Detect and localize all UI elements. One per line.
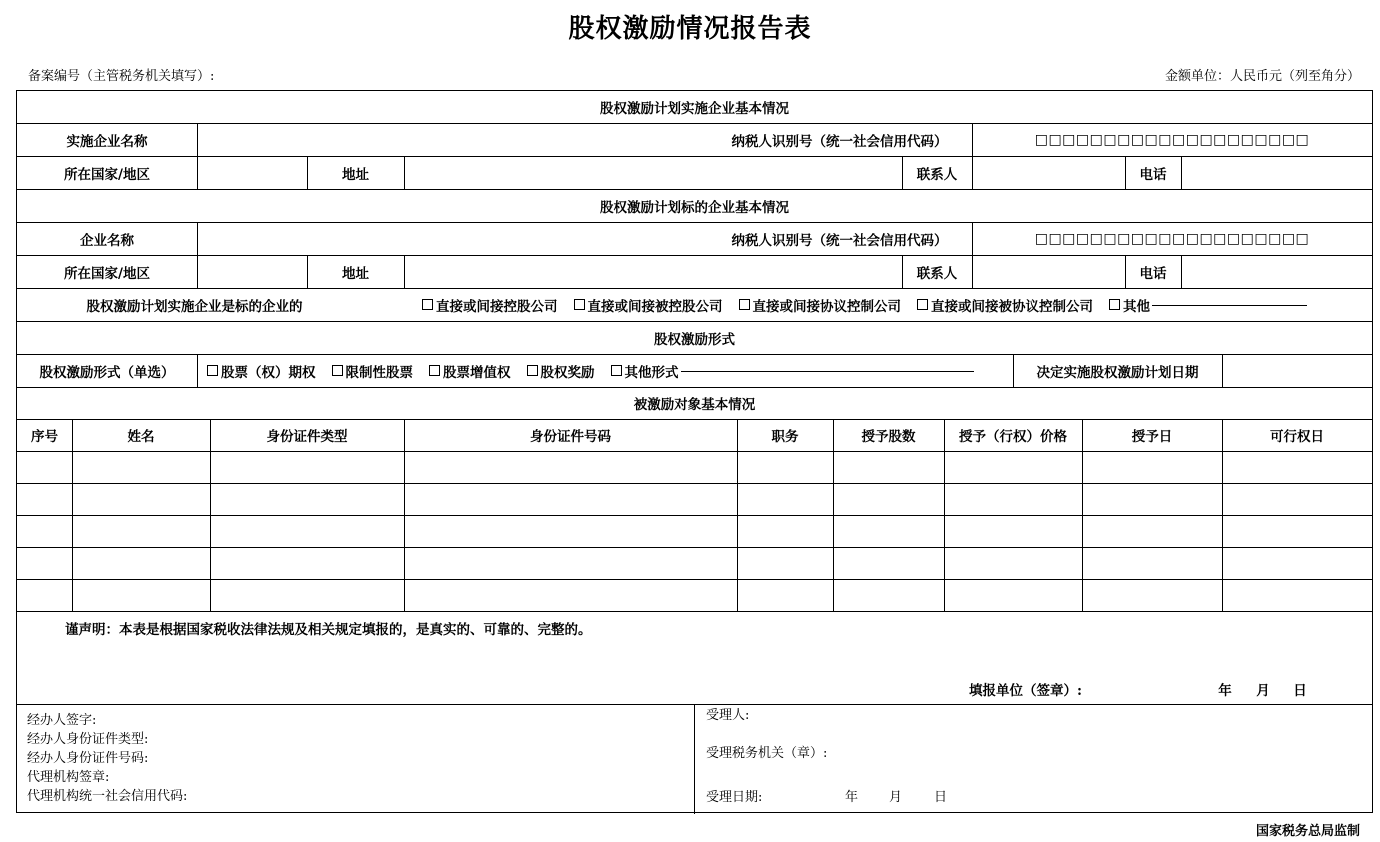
- form-option-label: 股权奖励: [540, 364, 595, 381]
- agency-credit-code-label: 代理机构统一社会信用代码:: [27, 789, 188, 804]
- implementing-phone-label: 电话: [1139, 166, 1167, 183]
- relation-options: [422, 288, 1372, 321]
- agent-info-block: [27, 711, 187, 806]
- implementing-phone-field[interactable]: [1181, 156, 1372, 189]
- relation-option[interactable]: [917, 295, 1093, 315]
- target-contact-field[interactable]: [972, 255, 1125, 288]
- agent-id-type-label: 经办人身份证件类型:: [27, 732, 149, 747]
- section-header-target-company: 股权激励计划标的企业基本情况: [600, 199, 789, 216]
- form-option[interactable]: [429, 361, 511, 381]
- declaration-year: 年: [1218, 683, 1232, 699]
- agency-seal-label: 代理机构签章:: [27, 770, 110, 785]
- checkbox-icon: [1109, 299, 1120, 310]
- implementing-contact-label: 联系人: [916, 166, 958, 183]
- form-option-label: 股票（权）期权: [221, 364, 316, 381]
- incentive-form-label: 股权激励形式（单选）: [39, 364, 175, 381]
- implementing-address-field[interactable]: [404, 156, 902, 189]
- agent-id-number-label: 经办人身份证件号码:: [27, 751, 149, 766]
- record-number-label: 备案编号（主管税务机关填写）:: [28, 69, 215, 84]
- form-option-other[interactable]: [611, 361, 974, 381]
- table-row[interactable]: [17, 483, 1372, 515]
- target-country-label: 所在国家/地区: [64, 265, 150, 282]
- filing-unit-seal-label: 填报单位（签章）:: [969, 683, 1082, 699]
- section-header-incentive-form: 股权激励形式: [654, 331, 735, 348]
- relation-option-label: 其他: [1123, 298, 1150, 315]
- checkbox-icon: [917, 299, 928, 310]
- table-row[interactable]: [17, 451, 1372, 483]
- other-form-fill-line[interactable]: [681, 370, 974, 372]
- target-country-field[interactable]: [197, 255, 307, 288]
- checkbox-icon: [429, 365, 440, 376]
- receiving-date-label: 受理日期:: [706, 790, 763, 805]
- col-header-index: 序号: [31, 429, 58, 445]
- relation-label: 股权激励计划实施企业是标的企业的: [86, 298, 303, 315]
- implementing-contact-field[interactable]: [972, 156, 1125, 189]
- form-option-label: 股票增值权: [443, 364, 511, 381]
- col-header-shares: 授予股数: [861, 429, 916, 445]
- relation-option[interactable]: [739, 295, 902, 315]
- receiving-day: 日: [934, 790, 948, 805]
- incentive-form-options: [207, 354, 1007, 387]
- agent-signature-label: 经办人签字:: [27, 713, 97, 728]
- checkbox-icon: [611, 365, 622, 376]
- relation-option-other[interactable]: [1109, 295, 1307, 315]
- decision-date-label: 决定实施股权激励计划日期: [1036, 364, 1199, 381]
- amount-unit-label: 金额单位：人民币元（列至角分）: [1164, 69, 1360, 84]
- target-taxpayer-id-label: 纳税人识别号（统一社会信用代码）: [731, 232, 948, 249]
- declaration-text: 谨声明：本表是根据国家税收法律法规及相关规定填报的，是真实的、可靠的、完整的。: [65, 622, 592, 638]
- target-phone-label: 电话: [1139, 265, 1167, 282]
- receiver-label: 受理人:: [706, 708, 750, 723]
- relation-option[interactable]: [574, 295, 723, 315]
- form-option[interactable]: [332, 361, 414, 381]
- decision-date-field[interactable]: [1222, 354, 1372, 387]
- receiving-tax-office-label: 受理税务机关（章）:: [706, 746, 828, 761]
- table-row[interactable]: [17, 579, 1372, 611]
- target-company-name-label: 企业名称: [80, 232, 134, 249]
- checkbox-icon: [422, 299, 433, 310]
- table-row[interactable]: [17, 547, 1372, 579]
- receiving-year: 年: [845, 790, 859, 805]
- other-fill-line[interactable]: [1152, 304, 1307, 306]
- checkbox-icon: [739, 299, 750, 310]
- form-option-label: 其他形式: [624, 364, 679, 381]
- checkbox-icon: [527, 365, 538, 376]
- target-address-field[interactable]: [404, 255, 902, 288]
- footer-issuer: 国家税务总局监制: [1255, 824, 1360, 839]
- form-option-label: 限制性股票: [345, 364, 413, 381]
- declaration-day: 日: [1293, 683, 1307, 699]
- page-title: 股权激励情况报告表: [568, 14, 812, 44]
- target-contact-label: 联系人: [916, 265, 958, 282]
- relation-option[interactable]: [422, 295, 558, 315]
- col-header-id-number: 身份证件号码: [530, 429, 611, 445]
- col-header-name: 姓名: [127, 429, 155, 445]
- checkbox-icon: [207, 365, 218, 376]
- declaration-month: 月: [1256, 683, 1270, 699]
- col-header-position: 职务: [771, 429, 799, 445]
- target-address-label: 地址: [342, 265, 369, 282]
- checkbox-icon: [332, 365, 343, 376]
- implementing-company-name-field[interactable]: [197, 123, 707, 156]
- col-header-price: 授予（行权）价格: [959, 429, 1067, 445]
- receiving-month: 月: [889, 790, 903, 805]
- section-header-participants: 被激励对象基本情况: [633, 397, 756, 413]
- relation-option-label: 直接或间接控股公司: [436, 298, 558, 315]
- table-row[interactable]: [17, 515, 1372, 547]
- implementing-country-field[interactable]: [197, 156, 307, 189]
- form-option[interactable]: [207, 361, 316, 381]
- checkbox-icon: [574, 299, 585, 310]
- implementing-country-label: 所在国家/地区: [64, 166, 150, 183]
- relation-option-label: 直接或间接被控股公司: [587, 298, 723, 315]
- form-option[interactable]: [527, 361, 595, 381]
- section-header-implementing-company: 股权激励计划实施企业基本情况: [600, 101, 789, 117]
- col-header-exercise-date: 可行权日: [1270, 429, 1324, 445]
- target-phone-field[interactable]: [1181, 255, 1372, 288]
- implementing-address-label: 地址: [342, 166, 369, 183]
- target-taxpayer-id-boxes[interactable]: □□□□□□□□□□□□□□□□□□□□: [1034, 230, 1310, 247]
- report-form: [16, 90, 1373, 813]
- relation-option-label: 直接或间接被协议控制公司: [931, 298, 1093, 315]
- target-company-name-field[interactable]: [197, 222, 707, 255]
- relation-option-label: 直接或间接协议控制公司: [752, 298, 901, 315]
- implementing-taxpayer-id-label: 纳税人识别号（统一社会信用代码）: [731, 133, 948, 150]
- implementing-company-name-label: 实施企业名称: [66, 133, 148, 150]
- col-header-grant-date: 授予日: [1131, 429, 1173, 445]
- col-header-id-type: 身份证件类型: [266, 429, 348, 445]
- implementing-taxpayer-id-boxes[interactable]: □□□□□□□□□□□□□□□□□□□□: [1034, 131, 1310, 148]
